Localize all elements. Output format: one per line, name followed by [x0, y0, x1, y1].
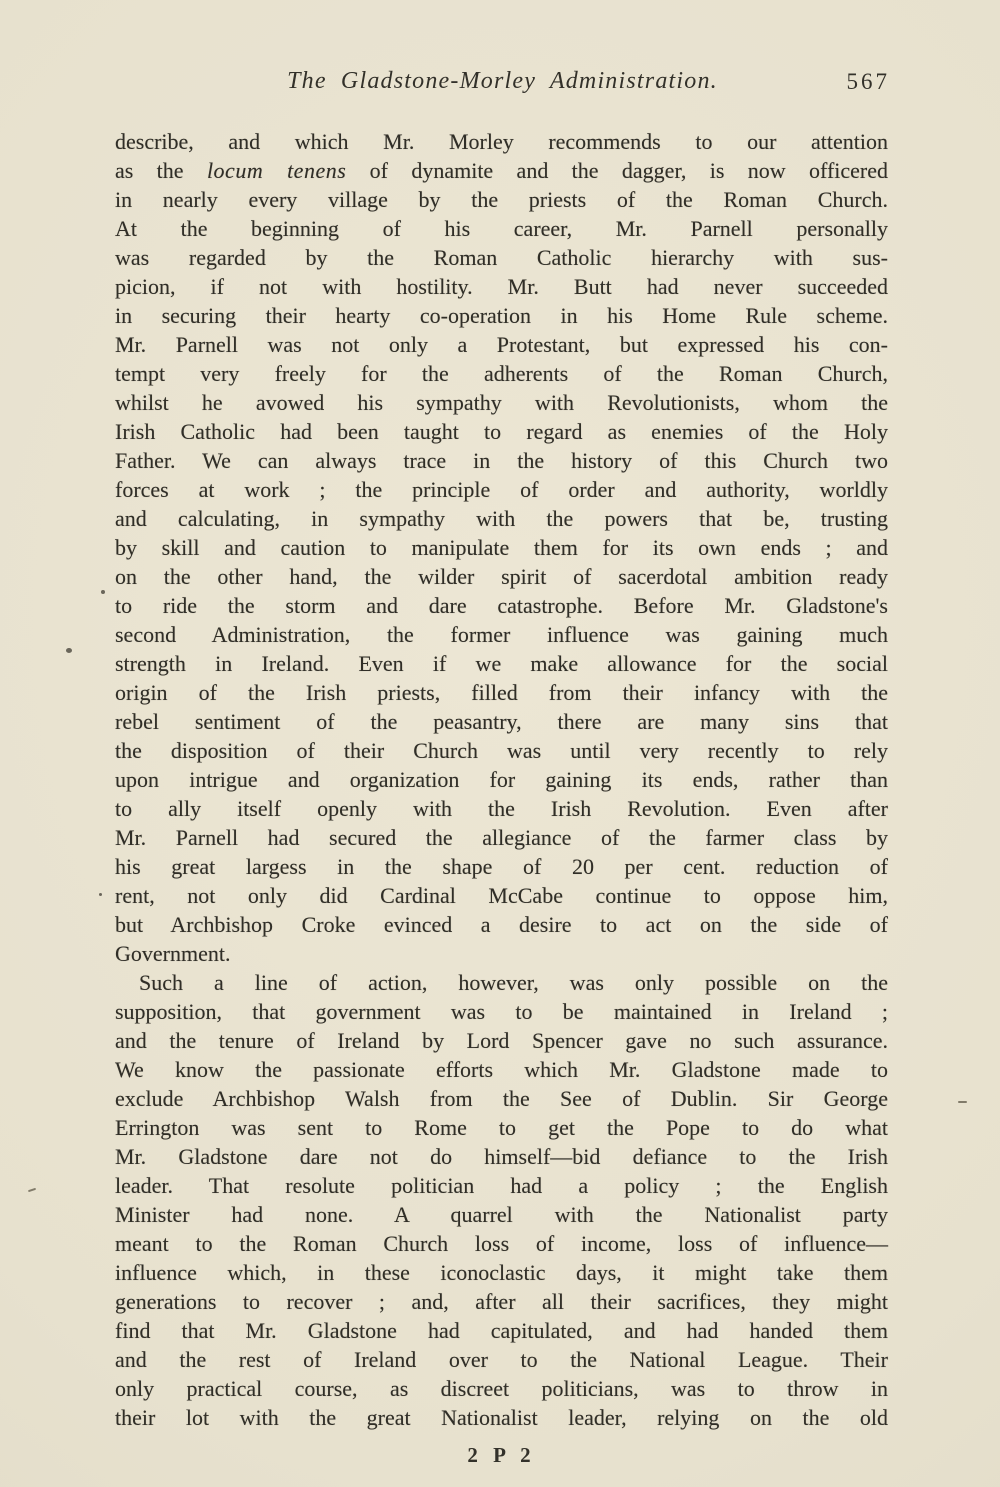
text-line: Minister had none. A quarrel with the Nationalist party	[115, 1202, 888, 1227]
text-line: tempt very freely for the adherents of the Roman Church,	[115, 361, 888, 386]
text-line: in nearly every village by the priests of the Roman Church.	[115, 187, 888, 212]
paragraph-1	[115, 127, 888, 968]
text-line: influence which, in these iconoclastic days, it might take them	[115, 1260, 888, 1285]
text-line: their lot with the great Nationalist leader, relying on the old	[115, 1405, 888, 1430]
text-line: rent, not only did Cardinal McCabe continue to oppose him,	[115, 883, 888, 908]
text-line: whilst he avowed his sympathy with Revolutionists, whom the	[115, 390, 888, 415]
page-number: 567	[846, 69, 890, 94]
scan-speck	[66, 648, 72, 653]
text-line: At the beginning of his career, Mr. Parnell personally	[115, 216, 888, 241]
text-line: meant to the Roman Church loss of income, loss of influence—	[115, 1231, 888, 1256]
text-line: find that Mr. Gladstone had capitulated, and had handed them	[115, 1318, 888, 1343]
text-line: and calculating, in sympathy with the powers that be, trusting	[115, 506, 888, 531]
text-line: exclude Archbishop Walsh from the See of Dublin. Sir George	[115, 1086, 888, 1111]
text-line: We know the passionate efforts which Mr. Gladstone made to	[115, 1057, 888, 1082]
scan-mark	[958, 1101, 967, 1103]
running-title: The Gladstone-Morley Administration.	[287, 68, 718, 94]
text-line: to ride the storm and dare catastrophe. Before Mr. Gladstone's	[115, 593, 888, 618]
text-line: the disposition of their Church was until very recently to rely	[115, 738, 888, 763]
text-line: only practical course, as discreet politicians, was to throw in	[115, 1376, 888, 1401]
text-line: upon intrigue and organization for gaining its ends, rather than	[115, 767, 888, 792]
text-line: Errington was sent to Rome to get the Pope to do what	[115, 1115, 888, 1140]
scan-mark	[28, 1188, 36, 1192]
text-line: in securing their hearty co-operation in his Home Rule scheme.	[115, 303, 888, 328]
text-line: picion, if not with hostility. Mr. Butt had never succeeded	[115, 274, 888, 299]
text-line: on the other hand, the wilder spirit of sacerdotal ambition ready	[115, 564, 888, 589]
text-line: supposition, that government was to be maintained in Ireland ;	[115, 999, 888, 1024]
text-line: origin of the Irish priests, filled from their infancy with the	[115, 680, 888, 705]
signature-mark: 2 P 2	[467, 1443, 536, 1467]
text-line: forces at work ; the principle of order and authority, worldly	[115, 477, 888, 502]
text-line: but Archbishop Croke evinced a desire to act on the side of	[115, 912, 888, 937]
running-head	[115, 68, 890, 100]
text-line: by skill and caution to manipulate them for its own ends ; and	[115, 535, 888, 560]
text-line: Government.	[115, 941, 231, 966]
text-line: was regarded by the Roman Catholic hierarchy with sus-	[115, 245, 888, 270]
text-line: second Administration, the former influence was gaining much	[115, 622, 888, 647]
text-line: to ally itself openly with the Irish Revolution. Even after	[115, 796, 888, 821]
text-line: Such a line of action, however, was only possible on the	[139, 970, 888, 995]
text-line: rebel sentiment of the peasantry, there are many sins that	[115, 709, 888, 734]
scan-speck	[99, 893, 102, 896]
paragraph-2	[115, 968, 888, 1432]
text-line: his great largess in the shape of 20 per cent. reduction of	[115, 854, 888, 879]
text-line: Mr. Gladstone dare not do himself—bid defiance to the Irish	[115, 1144, 888, 1169]
text-line: Father. We can always trace in the history of this Church two	[115, 448, 888, 473]
text-line: and the rest of Ireland over to the National League. Their	[115, 1347, 888, 1372]
text-line: generations to recover ; and, after all their sacrifices, they might	[115, 1289, 888, 1314]
text-line: as the locum tenens of dynamite and the dagger, is now officered	[115, 158, 889, 183]
page-body	[115, 127, 888, 1432]
text-line: strength in Ireland. Even if we make allowance for the social	[115, 651, 888, 676]
text-line: Mr. Parnell had secured the allegiance of the farmer class by	[115, 825, 888, 850]
text-line: and the tenure of Ireland by Lord Spencer gave no such assurance.	[115, 1028, 888, 1053]
scan-speck	[101, 590, 105, 594]
page-footer	[115, 1443, 888, 1468]
text-line: describe, and which Mr. Morley recommends to our attention	[115, 129, 888, 154]
text-line: leader. That resolute politician had a policy ; the English	[115, 1173, 888, 1198]
text-line: Mr. Parnell was not only a Protestant, but expressed his con-	[115, 332, 888, 357]
text-line: Irish Catholic had been taught to regard as enemies of the Holy	[115, 419, 888, 444]
